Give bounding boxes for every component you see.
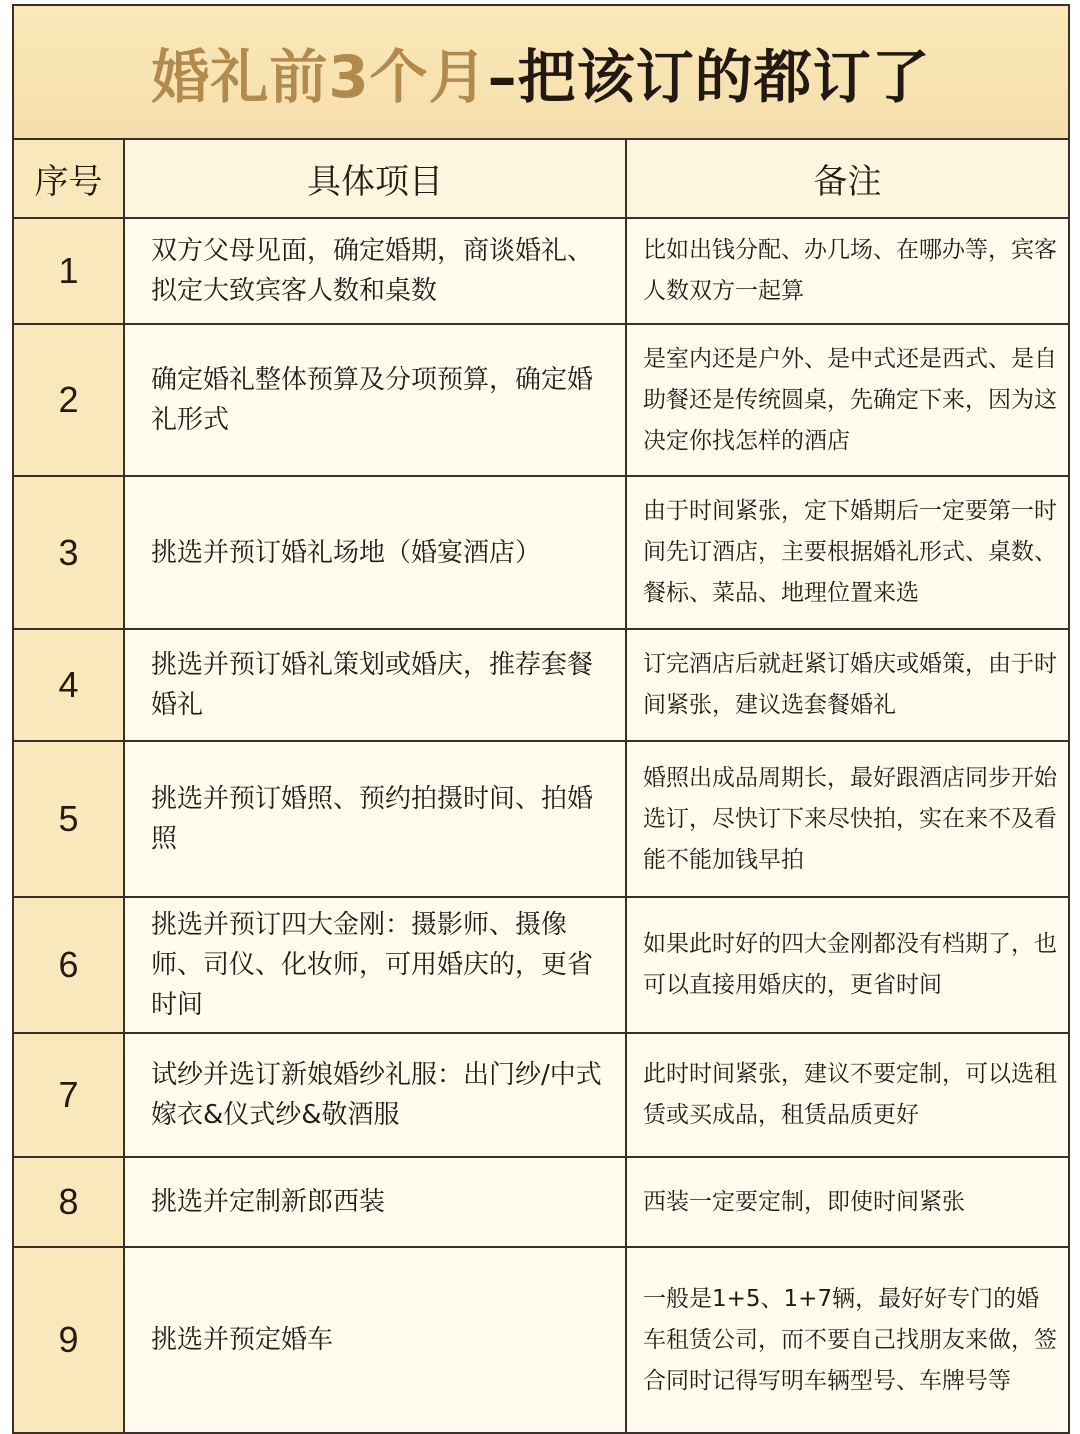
row-item: 试纱并选订新娘婚纱礼服：出门纱/中式嫁衣&仪式纱&敬酒服 — [124, 1033, 626, 1157]
checklist-sheet — [12, 4, 1070, 1434]
row-item: 挑选并预订婚礼场地（婚宴酒店） — [124, 476, 626, 629]
row-num: 5 — [14, 741, 124, 897]
header-note: 备注 — [626, 140, 1068, 218]
title-bar — [14, 6, 1068, 140]
row-item: 双方父母见面，确定婚期，商谈婚礼、拟定大致宾客人数和桌数 — [124, 218, 626, 324]
table-row — [14, 1033, 1068, 1157]
row-num: 3 — [14, 476, 124, 629]
row-note: 比如出钱分配、办几场、在哪办等，宾客人数双方一起算 — [626, 218, 1068, 324]
row-num: 9 — [14, 1247, 124, 1433]
table-row — [14, 1157, 1068, 1247]
table-row — [14, 218, 1068, 324]
title-main: 把该订的都订了 — [517, 43, 931, 111]
row-item: 确定婚礼整体预算及分项预算，确定婚礼形式 — [124, 324, 626, 476]
header-item: 具体项目 — [124, 140, 626, 218]
row-note: 此时时间紧张，建议不要定制，可以选租赁或买成品，租赁品质更好 — [626, 1033, 1068, 1157]
row-item: 挑选并预订婚照、预约拍摄时间、拍婚照 — [124, 741, 626, 897]
row-note: 如果此时好的四大金刚都没有档期了，也可以直接用婚庆的，更省时间 — [626, 897, 1068, 1033]
row-num: 7 — [14, 1033, 124, 1157]
row-item: 挑选并预定婚车 — [124, 1247, 626, 1433]
table-row — [14, 324, 1068, 476]
row-note: 是室内还是户外、是中式还是西式、是自助餐还是传统圆桌，先确定下来，因为这决定你找怎样的酒店 — [626, 324, 1068, 476]
row-note: 订完酒店后就赶紧订婚庆或婚策，由于时间紧张，建议选套餐婚礼 — [626, 629, 1068, 741]
row-num: 8 — [14, 1157, 124, 1247]
table-row — [14, 741, 1068, 897]
row-note: 一般是1+5、1+7辆，最好好专门的婚车租赁公司，而不要自己找朋友来做，签合同时记得写明车辆型号、车牌号等 — [626, 1247, 1068, 1433]
row-note: 西装一定要定制，即使时间紧张 — [626, 1157, 1068, 1247]
table-row — [14, 629, 1068, 741]
table-header-row — [14, 140, 1068, 218]
row-num: 1 — [14, 218, 124, 324]
row-item: 挑选并定制新郎西装 — [124, 1157, 626, 1247]
table-row — [14, 1247, 1068, 1433]
row-item: 挑选并预订婚礼策划或婚庆，推荐套餐婚礼 — [124, 629, 626, 741]
row-num: 6 — [14, 897, 124, 1033]
title-accent: 婚礼前3个月 — [151, 43, 488, 111]
row-item: 挑选并预订四大金刚：摄影师、摄像师、司仪、化妆师，可用婚庆的，更省时间 — [124, 897, 626, 1033]
title-dash: – — [487, 43, 518, 111]
row-num: 4 — [14, 629, 124, 741]
row-num: 2 — [14, 324, 124, 476]
row-note: 婚照出成品周期长，最好跟酒店同步开始选订，尽快订下来尽快拍，实在来不及看能不能加钱早拍 — [626, 741, 1068, 897]
table-row — [14, 897, 1068, 1033]
table-row — [14, 476, 1068, 629]
checklist-table — [14, 140, 1068, 1434]
row-note: 由于时间紧张，定下婚期后一定要第一时间先订酒店，主要根据婚礼形式、桌数、餐标、菜品、地理位置来选 — [626, 476, 1068, 629]
header-num: 序号 — [14, 140, 124, 218]
page-title — [151, 30, 930, 114]
